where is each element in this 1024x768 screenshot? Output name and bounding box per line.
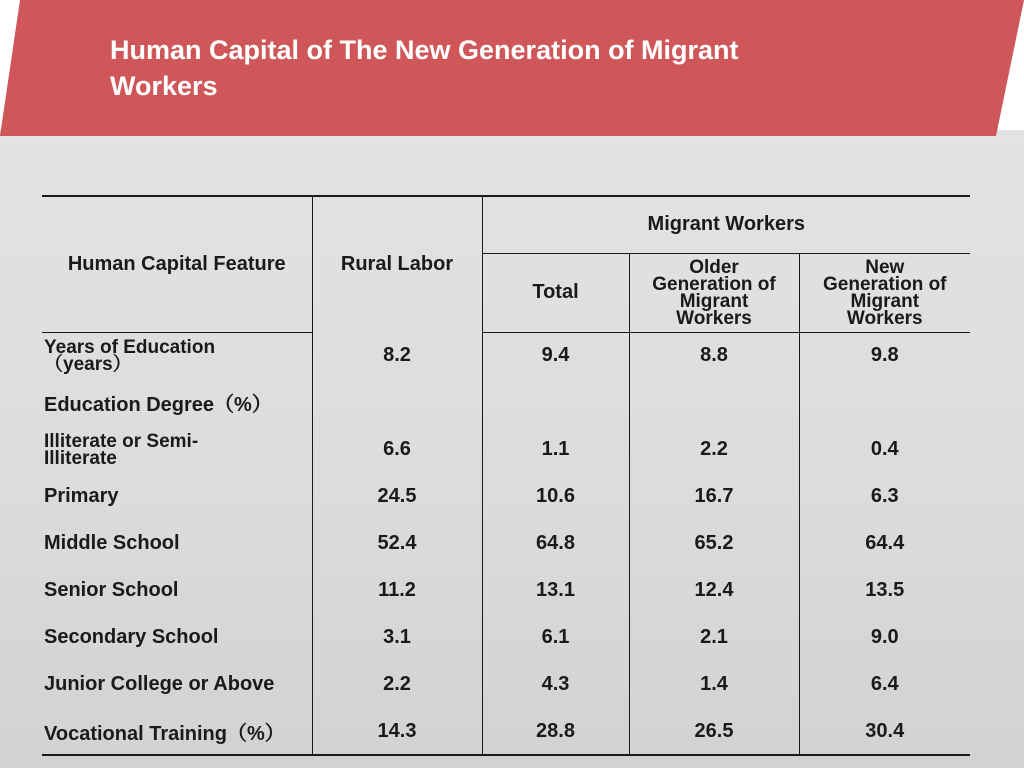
row-feature: Vocational Training（%） <box>42 708 312 755</box>
row-feature <box>42 426 312 473</box>
slide-title-line-1: Human Capital of The New Generation of Migrant <box>110 35 739 65</box>
cell-older-generation: 2.2 <box>629 426 799 473</box>
cell-older-generation: 16.7 <box>629 473 799 520</box>
header-new-generation <box>799 253 970 332</box>
row-feature <box>42 332 312 379</box>
slide-title <box>110 32 870 104</box>
table-row <box>42 614 970 661</box>
cell-new-generation <box>799 379 970 426</box>
cell-rural-labor: 24.5 <box>312 473 482 520</box>
cell-rural-labor: 3.1 <box>312 614 482 661</box>
row-feature: Primary <box>44 485 119 507</box>
cell-rural-labor: 11.2 <box>312 567 482 614</box>
header-rural-labor: Rural Labor <box>312 196 482 332</box>
cell-total: 28.8 <box>482 708 629 755</box>
cell-total: 1.1 <box>482 426 629 473</box>
table-row <box>42 567 970 614</box>
header-new-line-2: Generation of <box>823 273 947 295</box>
header-older-generation <box>629 253 799 332</box>
table-row <box>42 379 970 426</box>
row-feature: Middle School <box>44 532 180 554</box>
header-migrant-workers: Migrant Workers <box>482 196 970 253</box>
table-row <box>42 708 970 755</box>
header-new-line-3: Migrant <box>850 290 920 312</box>
cell-total: 9.4 <box>482 332 629 379</box>
cell-rural-labor: 14.3 <box>312 708 482 755</box>
table-row <box>42 520 970 567</box>
cell-older-generation: 65.2 <box>629 520 799 567</box>
cell-new-generation: 13.5 <box>799 567 970 614</box>
cell-new-generation: 9.0 <box>799 614 970 661</box>
cell-total: 13.1 <box>482 567 629 614</box>
cell-rural-labor: 8.2 <box>312 332 482 379</box>
row-feature: Senior School <box>44 579 179 601</box>
cell-rural-labor: 6.6 <box>312 426 482 473</box>
slide-title-line-2: Workers <box>110 71 218 101</box>
cell-total: 10.6 <box>482 473 629 520</box>
cell-new-generation: 6.4 <box>799 661 970 708</box>
cell-rural-labor <box>312 379 482 426</box>
cell-rural-labor: 2.2 <box>312 661 482 708</box>
header-new-line-1: New <box>865 256 905 278</box>
header-feature: Human Capital Feature <box>42 196 312 332</box>
cell-total <box>482 379 629 426</box>
row-feature-line-2: Illiterate <box>44 447 117 469</box>
cell-new-generation: 64.4 <box>799 520 970 567</box>
row-feature-line-1: Illiterate or Semi- <box>44 430 199 452</box>
row-feature: Secondary School <box>44 626 219 648</box>
cell-new-generation: 0.4 <box>799 426 970 473</box>
cell-total: 64.8 <box>482 520 629 567</box>
header-older-line-1: Older <box>689 256 739 278</box>
table-row <box>42 661 970 708</box>
cell-older-generation: 2.1 <box>629 614 799 661</box>
header-total: Total <box>482 253 629 332</box>
table-row <box>42 426 970 473</box>
header-older-line-4: Workers <box>676 307 752 329</box>
header-older-line-3: Migrant <box>679 290 749 312</box>
row-feature-line-2: （years） <box>44 353 132 375</box>
cell-total: 6.1 <box>482 614 629 661</box>
header-older-line-2: Generation of <box>652 273 776 295</box>
table-row <box>42 473 970 520</box>
row-feature: Junior College or Above <box>44 673 275 695</box>
row-feature-line-1: Years of Education <box>44 336 216 358</box>
cell-total: 4.3 <box>482 661 629 708</box>
cell-rural-labor: 52.4 <box>312 520 482 567</box>
row-feature: Education Degree（%） <box>44 394 272 416</box>
cell-older-generation: 12.4 <box>629 567 799 614</box>
cell-older-generation <box>629 379 799 426</box>
human-capital-table <box>42 195 970 756</box>
header-new-line-4: Workers <box>846 307 923 329</box>
cell-older-generation: 26.5 <box>629 708 799 755</box>
table-row <box>42 332 970 379</box>
cell-new-generation: 30.4 <box>799 708 970 755</box>
cell-older-generation: 1.4 <box>629 661 799 708</box>
cell-older-generation: 8.8 <box>629 332 799 379</box>
cell-new-generation: 9.8 <box>799 332 970 379</box>
cell-new-generation: 6.3 <box>799 473 970 520</box>
